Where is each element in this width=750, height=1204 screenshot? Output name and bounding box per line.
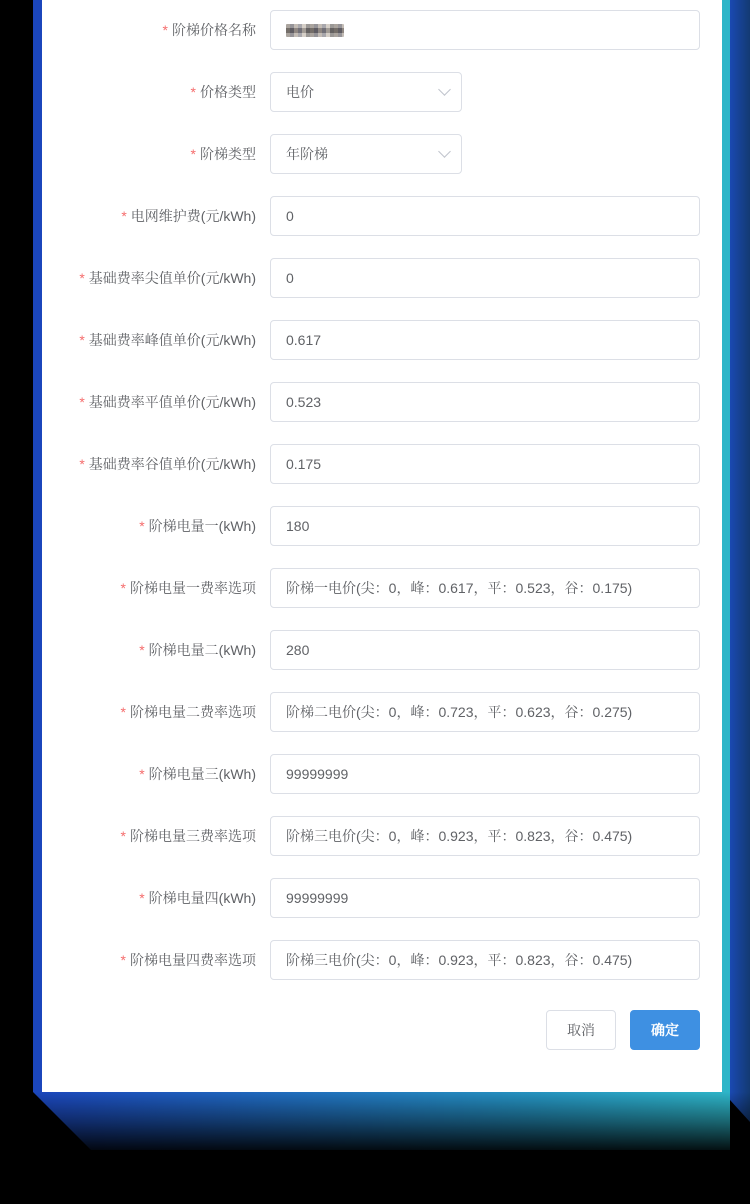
field-value: 阶梯三电价(尖：0，峰：0.923，平：0.823，谷：0.475)	[286, 828, 633, 844]
field-control	[270, 940, 700, 980]
field-value: 电价	[286, 84, 314, 100]
required-asterisk: *	[139, 518, 145, 534]
confirm-button[interactable]: 确定	[630, 1010, 700, 1050]
required-asterisk: *	[121, 208, 127, 224]
field-value: 阶梯一电价(尖：0，峰：0.617，平：0.523，谷：0.175)	[286, 580, 633, 596]
chevron-down-icon	[438, 145, 451, 158]
text-input[interactable]	[270, 568, 700, 608]
field-label	[42, 392, 256, 412]
text-input[interactable]	[270, 10, 700, 50]
frame-right-navy-band	[730, 0, 750, 1122]
tiered-price-form	[42, 0, 722, 1050]
field-label-text: 阶梯电量三(kWh)	[148, 766, 256, 782]
frame-left-stripe	[33, 0, 42, 1092]
form-row	[42, 630, 722, 670]
field-label-text: 阶梯类型	[200, 146, 256, 162]
required-asterisk: *	[162, 22, 168, 38]
text-input[interactable]	[270, 816, 700, 856]
field-value: 99999999	[286, 890, 349, 906]
form-row	[42, 258, 722, 298]
required-asterisk: *	[120, 580, 126, 596]
field-label-text: 阶梯电量四(kWh)	[148, 890, 256, 906]
field-label	[42, 20, 256, 40]
form-row	[42, 754, 722, 794]
text-input[interactable]	[270, 754, 700, 794]
field-label-text: 阶梯电量二费率选项	[130, 704, 256, 720]
frame-bottom-band	[33, 1092, 730, 1150]
field-label	[42, 454, 256, 474]
field-control	[270, 72, 462, 112]
text-input[interactable]	[270, 382, 700, 422]
field-control	[270, 630, 700, 670]
field-label	[42, 82, 256, 102]
field-control	[270, 258, 700, 298]
select-input[interactable]	[270, 72, 462, 112]
field-control	[270, 568, 700, 608]
required-asterisk: *	[139, 642, 145, 658]
form-row	[42, 816, 722, 856]
form-row	[42, 382, 722, 422]
field-label-text: 阶梯电量四费率选项	[130, 952, 256, 968]
field-label-text: 阶梯电量一费率选项	[130, 580, 256, 596]
field-label-text: 基础费率平值单价(元/kWh)	[88, 394, 256, 410]
form-footer	[42, 1010, 722, 1050]
required-asterisk: *	[79, 394, 85, 410]
text-input[interactable]	[270, 444, 700, 484]
field-value: 0.523	[286, 394, 322, 410]
required-asterisk: *	[120, 828, 126, 844]
field-control	[270, 754, 700, 794]
field-label	[42, 950, 256, 970]
field-label	[42, 764, 256, 784]
required-asterisk: *	[139, 890, 145, 906]
field-label	[42, 578, 256, 598]
field-label-text: 基础费率谷值单价(元/kWh)	[88, 456, 256, 472]
field-label-text: 阶梯价格名称	[172, 22, 256, 38]
form-row	[42, 196, 722, 236]
field-label-text: 阶梯电量一(kWh)	[148, 518, 256, 534]
field-value: 阶梯二电价(尖：0，峰：0.723，平：0.623，谷：0.275)	[286, 704, 633, 720]
field-label	[42, 702, 256, 722]
form-row	[42, 444, 722, 484]
field-value: 280	[286, 642, 310, 658]
required-asterisk: *	[120, 952, 126, 968]
field-control	[270, 692, 700, 732]
field-label	[42, 268, 256, 288]
field-label	[42, 826, 256, 846]
redacted-value-mosaic	[286, 24, 344, 37]
form-row	[42, 10, 722, 50]
field-label-text: 基础费率峰值单价(元/kWh)	[88, 332, 256, 348]
form-row	[42, 506, 722, 546]
required-asterisk: *	[79, 456, 85, 472]
field-control	[270, 506, 700, 546]
field-label	[42, 206, 256, 226]
field-control	[270, 878, 700, 918]
field-label	[42, 330, 256, 350]
field-control	[270, 382, 700, 422]
frame-right-cyan-stripe	[722, 0, 730, 1092]
required-asterisk: *	[79, 332, 85, 348]
text-input[interactable]	[270, 506, 700, 546]
tiered-price-form-panel	[42, 0, 722, 1092]
field-label-text: 阶梯电量二(kWh)	[148, 642, 256, 658]
field-value: 0.617	[286, 332, 322, 348]
chevron-down-icon	[438, 83, 451, 96]
required-asterisk: *	[79, 270, 85, 286]
field-value: 180	[286, 518, 310, 534]
required-asterisk: *	[139, 766, 145, 782]
field-value: 0.175	[286, 456, 322, 472]
field-label	[42, 888, 256, 908]
field-value: 阶梯三电价(尖：0，峰：0.923，平：0.823，谷：0.475)	[286, 952, 633, 968]
field-label-text: 阶梯电量三费率选项	[130, 828, 256, 844]
field-control	[270, 444, 700, 484]
select-input[interactable]	[270, 134, 462, 174]
form-row	[42, 940, 722, 980]
field-value: 99999999	[286, 766, 349, 782]
field-value: 年阶梯	[286, 146, 328, 162]
form-row	[42, 320, 722, 360]
field-control	[270, 816, 700, 856]
text-input[interactable]	[270, 320, 700, 360]
form-rows	[42, 10, 722, 980]
field-control	[270, 10, 700, 50]
text-input[interactable]	[270, 940, 700, 980]
field-label	[42, 640, 256, 660]
required-asterisk: *	[120, 704, 126, 720]
cancel-button[interactable]: 取消	[546, 1010, 616, 1050]
field-label	[42, 144, 256, 164]
field-value: 0	[286, 270, 294, 286]
text-input[interactable]	[270, 878, 700, 918]
form-row	[42, 878, 722, 918]
form-row	[42, 568, 722, 608]
form-row	[42, 134, 722, 174]
field-control	[270, 196, 700, 236]
form-row	[42, 692, 722, 732]
form-row	[42, 72, 722, 112]
required-asterisk: *	[190, 84, 196, 100]
field-label-text: 价格类型	[200, 84, 256, 100]
required-asterisk: *	[190, 146, 196, 162]
field-label-text: 电网维护费(元/kWh)	[130, 208, 256, 224]
field-label-text: 基础费率尖值单价(元/kWh)	[88, 270, 256, 286]
field-label	[42, 516, 256, 536]
field-value: 0	[286, 208, 294, 224]
text-input[interactable]	[270, 196, 700, 236]
text-input[interactable]	[270, 692, 700, 732]
text-input[interactable]	[270, 258, 700, 298]
field-control	[270, 320, 700, 360]
field-control	[270, 134, 462, 174]
text-input[interactable]	[270, 630, 700, 670]
